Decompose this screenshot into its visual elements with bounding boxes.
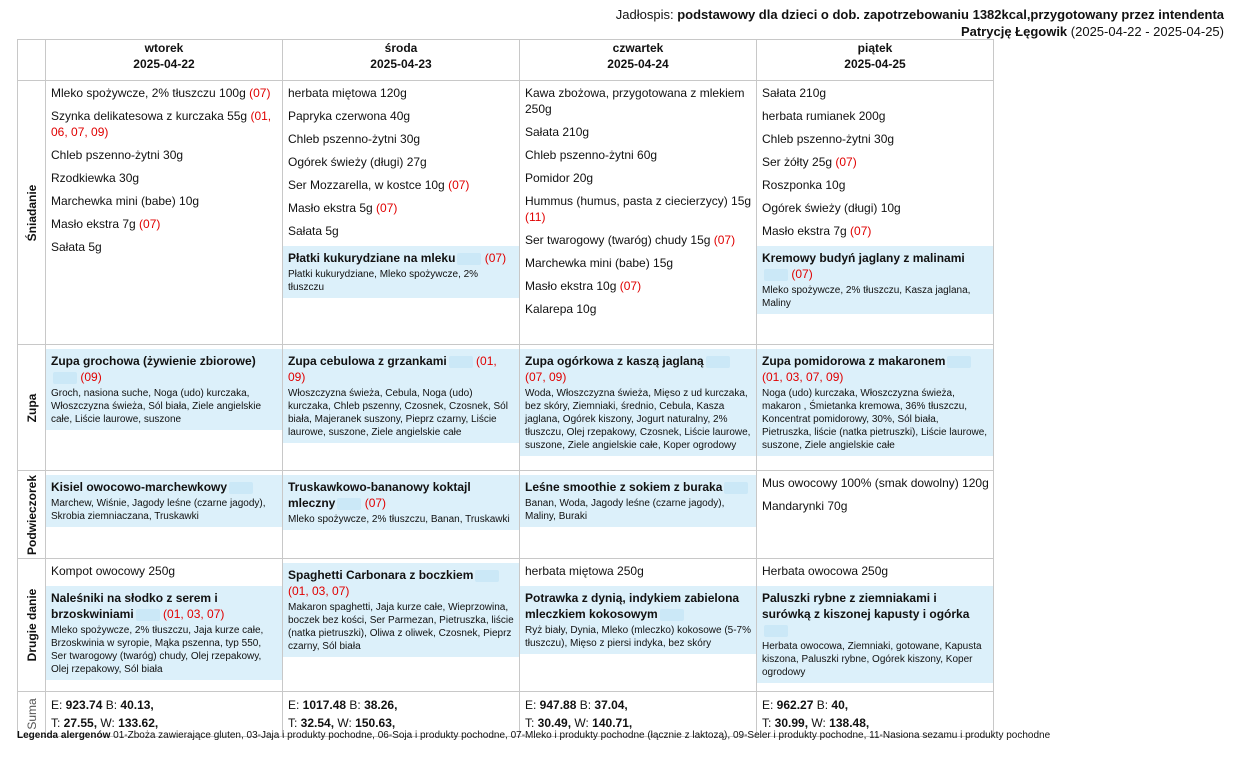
cell-drugie-3 <box>757 559 994 692</box>
allergen-codes: (07) <box>619 279 642 293</box>
dish-ingredients: Noga (udo) kurczaka, Włoszczyzna świeża, makaron , Śmietanka kremowa, 36% tłuszczu, Koncentrat pomidorowy, 30%, Sól biała, Pietruszka, liście (natka pietruszki), Liście laurowe, suszone, Ziele angielskie całe <box>762 388 988 451</box>
dish-title-line <box>288 479 514 511</box>
dish-box <box>520 586 756 654</box>
sum-fat: 32.54, <box>300 716 335 730</box>
day-date: 2025-04-22 <box>133 57 195 71</box>
dish-ingredients: Ryż biały, Dynia, Mleko (mleczko) kokosowe (5-7% tłuszczu), Mięso z piersi indyka, bez skóry <box>525 625 751 649</box>
dish-title: Zupa ogórkowa z kaszą jaglaną <box>525 354 704 368</box>
highlight-marker <box>724 482 748 494</box>
dish-title: Spaghetti Carbonara z boczkiem <box>288 568 474 582</box>
allergen-codes: (01, 03, 07) <box>288 584 350 598</box>
menu-item <box>525 124 752 140</box>
dish-title: Płatki kukurydziane na mleku <box>288 251 456 265</box>
sum-carbs: 133.62, <box>118 716 159 730</box>
menu-item <box>288 177 515 193</box>
menu-item <box>525 170 752 186</box>
cell-zupa-1 <box>283 345 520 471</box>
allergen-codes: (01, 09) <box>288 354 497 384</box>
row-label-cell <box>18 471 46 559</box>
dish-title: Paluszki rybne z ziemniakami i surówką z kiszonej kapusty i ogórka <box>762 591 970 621</box>
allergen-codes: (07) <box>376 201 398 215</box>
item-text: Szynka delikatesowa z kurczaka 55g <box>51 109 248 123</box>
row-label-cell <box>18 81 46 345</box>
sum-protein: 38.26, <box>364 698 398 712</box>
day-header-wed <box>283 40 520 81</box>
day-date: 2025-04-24 <box>607 57 669 71</box>
dish-title: Kremowy budyń jaglany z malinami <box>762 251 965 265</box>
days-header-row <box>18 40 994 81</box>
dish-box <box>283 349 519 443</box>
sum-protein: 37.04, <box>594 698 628 712</box>
item-text: Chleb pszenno-żytni 30g <box>762 132 895 146</box>
dish-title: Zupa cebulowa z grzankami <box>288 354 447 368</box>
item-text: Kompot owocowy 250g <box>51 564 176 578</box>
menu-item <box>762 131 989 147</box>
dish-box <box>283 563 519 657</box>
allergen-codes: (01, 06, 07, 09) <box>51 109 272 139</box>
sum-fat: 30.49, <box>537 716 572 730</box>
cell-drugie-2 <box>520 559 757 692</box>
menu-item <box>762 498 989 514</box>
item-text: Masło ekstra 10g <box>525 279 617 293</box>
cell-sniadanie-0 <box>46 81 283 345</box>
dish-ingredients: Płatki kukurydziane, Mleko spożywcze, 2% tłuszczu <box>288 269 479 293</box>
sum-protein: 40.13, <box>120 698 154 712</box>
dish-box <box>757 349 993 456</box>
item-text: Marchewka mini (babe) 15g <box>525 256 674 270</box>
item-text: Kalarepa 10g <box>525 302 597 316</box>
dish-title-line <box>288 353 514 385</box>
allergen-codes: (09) <box>80 370 102 384</box>
menu-item <box>51 193 278 209</box>
item-text: Mandarynki 70g <box>762 499 848 513</box>
sum-energy: 1017.48 <box>302 698 347 712</box>
allergen-codes: (07) <box>249 86 271 100</box>
sum-line: E: 947.88 B: 37.04, <box>525 698 628 712</box>
dish-ingredients: Mleko spożywcze, 2% tłuszczu, Banan, Truskawki <box>288 514 510 525</box>
item-text: Ogórek świeży (długi) 27g <box>288 155 427 169</box>
allergen-legend <box>17 730 1050 741</box>
day-name: wtorek <box>144 41 184 55</box>
sum-line: E: 923.74 B: 40.13, <box>51 698 154 712</box>
sum-carbs: 140.71, <box>592 716 633 730</box>
allergen-codes: (07) <box>364 496 387 510</box>
dish-title-line <box>525 590 751 622</box>
menu-table <box>17 39 994 737</box>
day-name: środa <box>384 41 418 55</box>
sum-carbs: 138.48, <box>829 716 870 730</box>
row-zupa <box>18 345 994 471</box>
dish-title-line <box>288 250 514 266</box>
sum-line: T: 32.54, W: 150.63, <box>288 716 396 730</box>
header-title: podstawowy dla dzieci o dob. zapotrzebowaniu 1382kcal,przygotowany przez intendenta Patrycję Łęgowik <box>677 7 1224 39</box>
item-text: herbata rumianek 200g <box>762 109 886 123</box>
menu-item <box>525 85 752 117</box>
highlight-marker <box>475 570 499 582</box>
day-date: 2025-04-23 <box>370 57 432 71</box>
menu-item <box>525 232 752 248</box>
sum-fat: 27.55, <box>63 716 98 730</box>
item-text: Roszponka 10g <box>762 178 846 192</box>
menu-item <box>525 147 752 163</box>
menu-item <box>762 475 989 491</box>
menu-item <box>288 154 515 170</box>
item-text: Chleb pszenno-żytni 60g <box>525 148 658 162</box>
row-sniadanie <box>18 81 994 345</box>
menu-item <box>525 278 752 294</box>
dish-title: Potrawka z dynią, indykiem zabielona mleczkiem kokosowym <box>525 591 740 621</box>
cell-sniadanie-2 <box>520 81 757 345</box>
dish-ingredients: Herbata owocowa, Ziemniaki, gotowane, Kapusta kiszona, Paluszki rybne, Ogórek kiszony, Koper ogrodowy <box>762 641 982 678</box>
menu-item <box>525 193 752 225</box>
item-text: Sałata 5g <box>51 240 102 254</box>
menu-item <box>51 147 278 163</box>
menu-item <box>762 85 989 101</box>
dish-title-line <box>762 353 988 385</box>
item-text: Ser żółty 25g <box>762 155 833 169</box>
item-text: Kawa zbożowa, przygotowana z mlekiem 250g <box>525 86 745 116</box>
allergen-codes: (07) <box>484 251 507 265</box>
allergen-codes: (07) <box>835 155 857 169</box>
dish-ingredients: Mleko spożywcze, 2% tłuszczu, Jaja kurze całe, Brzoskwinia w syropie, Mąka pszenna, typ 550, Ser twarogowy (twaróg) chudy, Olej rzepakowy, Olej rzepakowy, Sól biała <box>51 625 264 675</box>
menu-item <box>762 154 989 170</box>
highlight-marker <box>947 356 971 368</box>
dish-title-line <box>51 479 277 495</box>
row-label-zupa: Zupa <box>24 393 39 422</box>
sum-energy: 962.27 <box>776 698 814 712</box>
highlight-marker <box>706 356 730 368</box>
allergen-codes: (01, 03, 07, 09) <box>762 370 844 384</box>
item-text: herbata miętowa 120g <box>288 86 407 100</box>
allergen-codes: (07) <box>850 224 872 238</box>
cell-drugie-1 <box>283 559 520 692</box>
menu-item <box>51 85 278 101</box>
menu-item <box>762 177 989 193</box>
highlight-marker <box>337 498 361 510</box>
dish-title-line <box>525 479 751 495</box>
item-text: Chleb pszenno-żytni 30g <box>51 148 184 162</box>
highlight-marker <box>764 269 788 281</box>
item-text: herbata miętowa 250g <box>525 564 644 578</box>
cell-podwieczorek-1 <box>283 471 520 559</box>
menu-item <box>288 85 515 101</box>
cell-podwieczorek-2 <box>520 471 757 559</box>
item-text: Chleb pszenno-żytni 30g <box>288 132 421 146</box>
dish-ingredients: Woda, Włoszczyzna świeża, Mięso z ud kurczaka, bez skóry, Ziemniaki, średnio, Cebula, Kasza jaglana, Ogórek kiszony, Jogurt naturalny, 2% tłuszczu, Olej rzepakowy, Czosnek, Liście laurowe, suszone, Ziele angielskie całe, Koper ogrodowy <box>525 388 751 451</box>
dish-title-line <box>525 353 751 385</box>
menu-item <box>288 223 515 239</box>
legend-label: Legenda alergenów <box>17 730 111 741</box>
dish-title-line <box>288 567 514 599</box>
cell-podwieczorek-0 <box>46 471 283 559</box>
item-text: Herbata owocowa 250g <box>762 564 889 578</box>
item-text: Sałata 210g <box>525 125 590 139</box>
row-label-suma: Suma <box>24 698 39 730</box>
highlight-marker <box>764 625 788 637</box>
dish-ingredients: Mleko spożywcze, 2% tłuszczu, Kasza jaglana, Maliny <box>762 285 971 309</box>
cell-drugie-0 <box>46 559 283 692</box>
menu-item <box>762 108 989 124</box>
menu-item <box>288 200 515 216</box>
sum-line: T: 30.49, W: 140.71, <box>525 716 633 730</box>
sum-line: T: 27.55, W: 133.62, <box>51 716 159 730</box>
allergen-codes: (07) <box>448 178 470 192</box>
dish-box <box>283 475 519 530</box>
highlight-marker <box>229 482 253 494</box>
dish-title: Leśne smoothie z sokiem z buraka <box>525 480 723 494</box>
dish-ingredients: Włoszczyzna świeża, Cebula, Noga (udo) kurczaka, Chleb pszenny, Czosnek, Czosnek, Sól biała, Majeranek suszony, Pieprz czarny, Liście laurowe, suszone, Ziele angielskie całe <box>288 388 508 438</box>
dish-box <box>46 475 282 527</box>
day-header-thu <box>520 40 757 81</box>
allergen-codes: (07) <box>713 233 736 247</box>
menu-item <box>288 131 515 147</box>
row-label-podwieczorek: Podwieczorek <box>24 474 39 555</box>
dish-ingredients: Banan, Woda, Jagody leśne (czarne jagody), Maliny, Buraki <box>525 498 725 522</box>
cell-zupa-0 <box>46 345 283 471</box>
header-prefix: Jadłospis: <box>615 7 678 22</box>
item-text: Hummus (humus, pasta z ciecierzycy) 15g <box>525 194 752 208</box>
dish-title: Naleśniki na słodko z serem i brzoskwiniami <box>51 591 218 621</box>
dish-title: Truskawkowo-bananowy koktajl mleczny <box>288 480 471 510</box>
item-text: Sałata 210g <box>762 86 827 100</box>
dish-box <box>520 475 756 527</box>
dish-box <box>283 246 519 298</box>
sum-fat: 30.99, <box>774 716 809 730</box>
allergen-codes: (07, 09) <box>525 370 567 384</box>
row-label-cell <box>18 345 46 471</box>
item-text: Mleko spożywcze, 2% tłuszczu 100g <box>51 86 246 100</box>
menu-header <box>604 6 1224 40</box>
dish-title-line <box>762 590 988 638</box>
dish-title-line <box>51 590 277 622</box>
highlight-marker <box>136 609 160 621</box>
sum-protein: 40, <box>831 698 849 712</box>
highlight-marker <box>449 356 473 368</box>
dish-title: Zupa grochowa (żywienie zbiorowe) <box>51 354 256 368</box>
row-label-sniadanie: Śniadanie <box>24 184 39 241</box>
sum-line: T: 30.99, W: 138.48, <box>762 716 870 730</box>
dish-box <box>757 246 993 314</box>
header-dates: (2025-04-22 - 2025-04-25) <box>1067 24 1224 39</box>
row-podwieczorek <box>18 471 994 559</box>
dish-ingredients: Groch, nasiona suche, Noga (udo) kurczaka, Włoszczyzna świeża, Sól biała, Ziele angielskie całe, Liście laurowe, suszone <box>51 388 262 425</box>
allergen-codes: (11) <box>525 210 546 224</box>
menu-item <box>762 200 989 216</box>
cell-sniadanie-1 <box>283 81 520 345</box>
dish-ingredients: Makaron spaghetti, Jaja kurze całe, Wieprzowina, boczek bez kości, Ser Parmezan, Pietruszka, liście (natka pietruszki), Oliwa z oliwek, Czosnek, Pieprz czarny, Sól biała <box>288 602 514 652</box>
dish-box <box>46 586 282 680</box>
dish-title-line <box>51 353 277 385</box>
highlight-marker <box>53 372 77 384</box>
item-text: Sałata 5g <box>288 224 339 238</box>
sum-line: E: 1017.48 B: 38.26, <box>288 698 398 712</box>
menu-item <box>288 108 515 124</box>
row-label-drugie: Drugie danie <box>24 588 39 662</box>
day-header-fri <box>757 40 994 81</box>
dish-box <box>520 349 756 456</box>
menu-item <box>51 170 278 186</box>
item-text: Ser Mozzarella, w kostce 10g <box>288 178 445 192</box>
highlight-marker <box>457 253 481 265</box>
dish-title-line <box>762 250 988 282</box>
sum-energy: 923.74 <box>65 698 103 712</box>
menu-item <box>525 255 752 271</box>
item-text: Papryka czerwona 40g <box>288 109 411 123</box>
dish-box <box>46 349 282 430</box>
sum-line: E: 962.27 B: 40, <box>762 698 849 712</box>
corner-cell <box>18 40 46 81</box>
dish-ingredients: Marchew, Wiśnie, Jagody leśne (czarne jagody), Skrobia ziemniaczana, Truskawki <box>51 498 266 522</box>
item-text: Masło ekstra 5g <box>288 201 373 215</box>
day-name: piątek <box>857 41 893 55</box>
day-name: czwartek <box>612 41 664 55</box>
item-text: Masło ekstra 7g <box>51 217 136 231</box>
menu-item <box>525 301 752 317</box>
item-text: Pomidor 20g <box>525 171 594 185</box>
cell-sniadanie-3 <box>757 81 994 345</box>
allergen-codes: (01, 03, 07) <box>163 607 225 621</box>
menu-item <box>762 563 989 579</box>
day-header-tue <box>46 40 283 81</box>
item-text: Masło ekstra 7g <box>762 224 847 238</box>
highlight-marker <box>660 609 684 621</box>
legend-text: 01-Zboża zawierające gluten, 03-Jaja i produkty pochodne, 06-Soja i produkty pochodne, 07-Mleko i produkty pochodne (łącznie z laktozą), 09-Seler i produkty pochodne, 11-Nasiona sezamu i produkty pochodne <box>110 730 1051 741</box>
item-text: Ogórek świeży (długi) 10g <box>762 201 901 215</box>
sum-energy: 947.88 <box>539 698 577 712</box>
cell-podwieczorek-3 <box>757 471 994 559</box>
item-text: Ser twarogowy (twaróg) chudy 15g <box>525 233 711 247</box>
sum-carbs: 150.63, <box>355 716 396 730</box>
menu-item <box>51 216 278 232</box>
item-text: Mus owocowy 100% (smak dowolny) 120g <box>762 476 989 490</box>
menu-item <box>525 563 752 579</box>
dish-box <box>757 586 993 683</box>
item-text: Marchewka mini (babe) 10g <box>51 194 200 208</box>
day-date: 2025-04-25 <box>844 57 906 71</box>
row-drugie <box>18 559 994 692</box>
cell-zupa-3 <box>757 345 994 471</box>
menu-item <box>51 239 278 255</box>
dish-title: Zupa pomidorowa z makaronem <box>762 354 946 368</box>
allergen-codes: (07) <box>791 267 813 281</box>
row-label-cell <box>18 559 46 692</box>
menu-item <box>762 223 989 239</box>
menu-item <box>51 563 278 579</box>
allergen-codes: (07) <box>139 217 161 231</box>
dish-title: Kisiel owocowo-marchewkowy <box>51 480 228 494</box>
item-text: Rzodkiewka 30g <box>51 171 140 185</box>
cell-zupa-2 <box>520 345 757 471</box>
menu-item <box>51 108 278 140</box>
